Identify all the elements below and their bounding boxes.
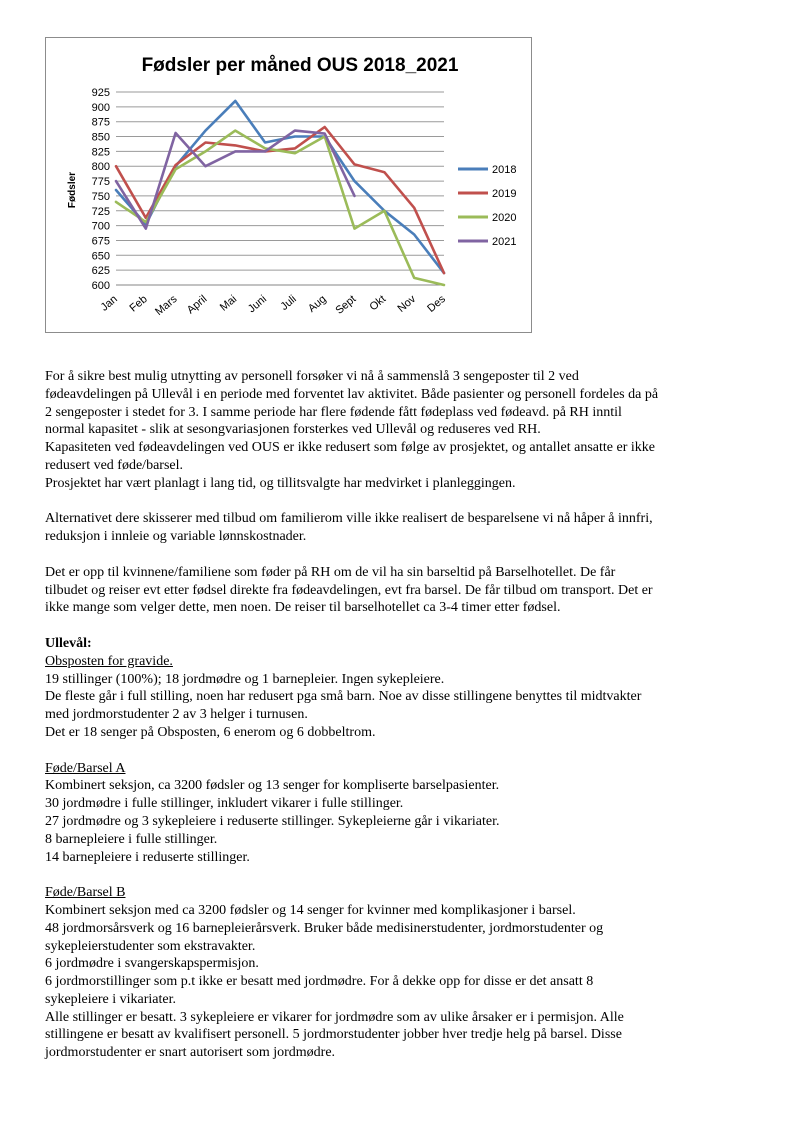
section-fode-barsel-a	[45, 777, 760, 866]
chart-title: Fødsler per måned OUS 2018_2021	[141, 55, 459, 76]
legend-label: 2021	[492, 236, 517, 248]
text-line: De fleste går i full stilling, noen har redusert pga små barn. Noe av disse stillingene benyttes til midtvakter	[45, 689, 642, 705]
text-line: reduksjon i innleie og variable lønnskostnader.	[45, 529, 307, 545]
legend	[458, 164, 516, 248]
y-tick-label: 675	[91, 235, 110, 248]
document-body	[45, 368, 760, 1062]
x-tick-label: Jan	[98, 293, 120, 314]
text-line: jordmorstudenter er snart autorisert som jordmødre.	[45, 1045, 336, 1061]
text-line: med jordmorstudenter 2 av 3 helger i turnusen.	[45, 707, 308, 723]
x-tick-label: Sept	[333, 293, 359, 317]
y-tick-label: 800	[91, 161, 110, 174]
x-tick-label: Mai	[217, 293, 240, 314]
y-tick-label: 650	[91, 250, 110, 263]
text-line: Alle stillinger er besatt. 3 sykepleiere er vikarer for jordmødre som av ulike årsaker er i permisjon. Alle	[45, 1009, 624, 1025]
y-tick-label: 700	[91, 220, 110, 233]
legend-label: 2019	[492, 188, 517, 200]
y-tick-label: 600	[91, 280, 110, 292]
text-line: Alternativet dere skisserer med tilbud om familierom ville ikke realisert de besparelsene vi nå håper å innfri,	[45, 511, 653, 527]
x-tick-label: Juli	[278, 293, 299, 313]
births-line-chart	[46, 38, 533, 334]
series-line-2020	[116, 131, 444, 285]
y-axis-label: Fødsler	[67, 171, 78, 209]
paragraph-alternative	[45, 510, 760, 546]
text-line: Kombinert seksjon med ca 3200 fødsler og 14 senger for kvinner med komplikasjoner i barsel.	[45, 902, 576, 918]
series-lines	[116, 101, 444, 285]
y-tick-label: 750	[91, 190, 110, 203]
text-line: fødeavdelingen på Ullevål i en periode med forventet lav aktivitet. Både pasienter og personell fordeles da på	[45, 386, 659, 402]
x-tick-label: Des	[425, 293, 448, 315]
text-line: ikke mange som velger dette, men noen. De reiser til barselhotellet ca 3-4 timer etter fødsel.	[45, 600, 561, 616]
legend-label: 2018	[492, 164, 517, 176]
x-tick-label: Juni	[245, 293, 270, 316]
text-line: 6 jordmorstillinger som p.t ikke er besatt med jordmødre. For å dekke opp for disse er det ansatt 8	[45, 974, 594, 990]
births-chart	[45, 37, 532, 333]
x-tick-labels	[99, 293, 449, 318]
x-tick-label: Mars	[153, 293, 180, 319]
y-tick-label: 725	[91, 205, 110, 218]
y-tick-labels	[92, 87, 110, 292]
y-tick-label: 850	[91, 131, 110, 144]
x-tick-label: Aug	[305, 293, 329, 315]
text-line: normal kapasitet - slik at sesongvariasjonen forsterkes ved Ullevål og reduseres ved RH.	[45, 422, 541, 438]
text-line: 48 jordmorsårsverk og 16 barnepleierårsverk. Bruker både medisinerstudenter, jordmorstudenter og	[45, 920, 604, 936]
x-tick-label: Nov	[395, 293, 419, 315]
text-line: Det er 18 senger på Obsposten, 6 enerom og 6 dobbeltrom.	[45, 724, 376, 740]
heading-ulleval: Ullevål:	[45, 635, 92, 651]
text-line: 8 barnepleiere i fulle stillinger.	[45, 831, 218, 847]
text-line: 19 stillinger (100%); 18 jordmødre og 1 barnepleier. Ingen sykepleiere.	[45, 671, 445, 687]
section-obsposten	[45, 671, 760, 742]
x-tick-label: April	[184, 293, 210, 317]
section-title-fode-barsel-b: Føde/Barsel B	[45, 885, 126, 901]
y-tick-label: 625	[91, 265, 110, 278]
text-line: Kapasiteten ved fødeavdelingen ved OUS er ikke redusert som følge av prosjektet, og antallet ansatte er ikke	[45, 440, 655, 456]
text-line: sykepleierstudenter som ekstravakter.	[45, 938, 256, 954]
x-tick-label: Okt	[367, 293, 389, 314]
series-line-2019	[116, 127, 444, 273]
text-line: 30 jordmødre i fulle stillinger, inkludert vikarer i fulle stillinger.	[45, 796, 404, 812]
text-line: 6 jordmødre i svangerskapspermisjon.	[45, 956, 259, 972]
text-line: Kombinert seksjon, ca 3200 fødsler og 13 senger for kompliserte barselpasienter.	[45, 778, 500, 794]
section-title-obsposten: Obsposten for gravide.	[45, 653, 173, 669]
text-line: stillingene er besatt av kvalifisert personell. 5 jordmorstudenter jobber hver tredje helg på barsel. Disse	[45, 1027, 622, 1043]
text-line: Prosjektet har vært planlagt i lang tid, og tillitsvalgte har medvirket i planleggingen.	[45, 475, 516, 491]
paragraph-barselhotell	[45, 564, 760, 617]
text-line: 27 jordmødre og 3 sykepleiere i reduserte stillinger. Sykepleierne går i vikariater.	[45, 813, 500, 829]
text-line: For å sikre best mulig utnytting av personell forsøker vi nå å sammenslå 3 sengeposter til 2 ved	[45, 369, 579, 384]
legend-label: 2020	[492, 212, 517, 224]
section-title-fode-barsel-a: Føde/Barsel A	[45, 760, 126, 776]
text-line: Det er opp til kvinnene/familiene som føder på RH om de vil ha sin barseltid på Barselhotellet. De får	[45, 564, 616, 580]
y-tick-label: 875	[91, 116, 110, 129]
text-line: sykepleiere i vikariater.	[45, 991, 176, 1007]
text-line: 14 barnepleiere i reduserte stillinger.	[45, 849, 250, 865]
section-fode-barsel-b	[45, 902, 760, 1062]
y-tick-label: 825	[91, 146, 110, 159]
paragraph-intro	[45, 368, 760, 493]
y-tick-label: 925	[91, 87, 110, 99]
y-tick-label: 775	[91, 176, 110, 189]
text-line: tilbudet og reiser evt etter fødsel direkte fra fødeavdelingen, evt fra barsel. De får tilbud om transport. Det er	[45, 582, 653, 598]
text-line: 2 sengeposter i stedet for 3. I samme periode har flere fødende fått fødeplass ved fødeavd. på RH inntil	[45, 404, 622, 420]
text-line: redusert ved føde/barsel.	[45, 457, 183, 473]
y-tick-label: 900	[91, 101, 110, 114]
x-tick-label: Feb	[127, 293, 150, 315]
